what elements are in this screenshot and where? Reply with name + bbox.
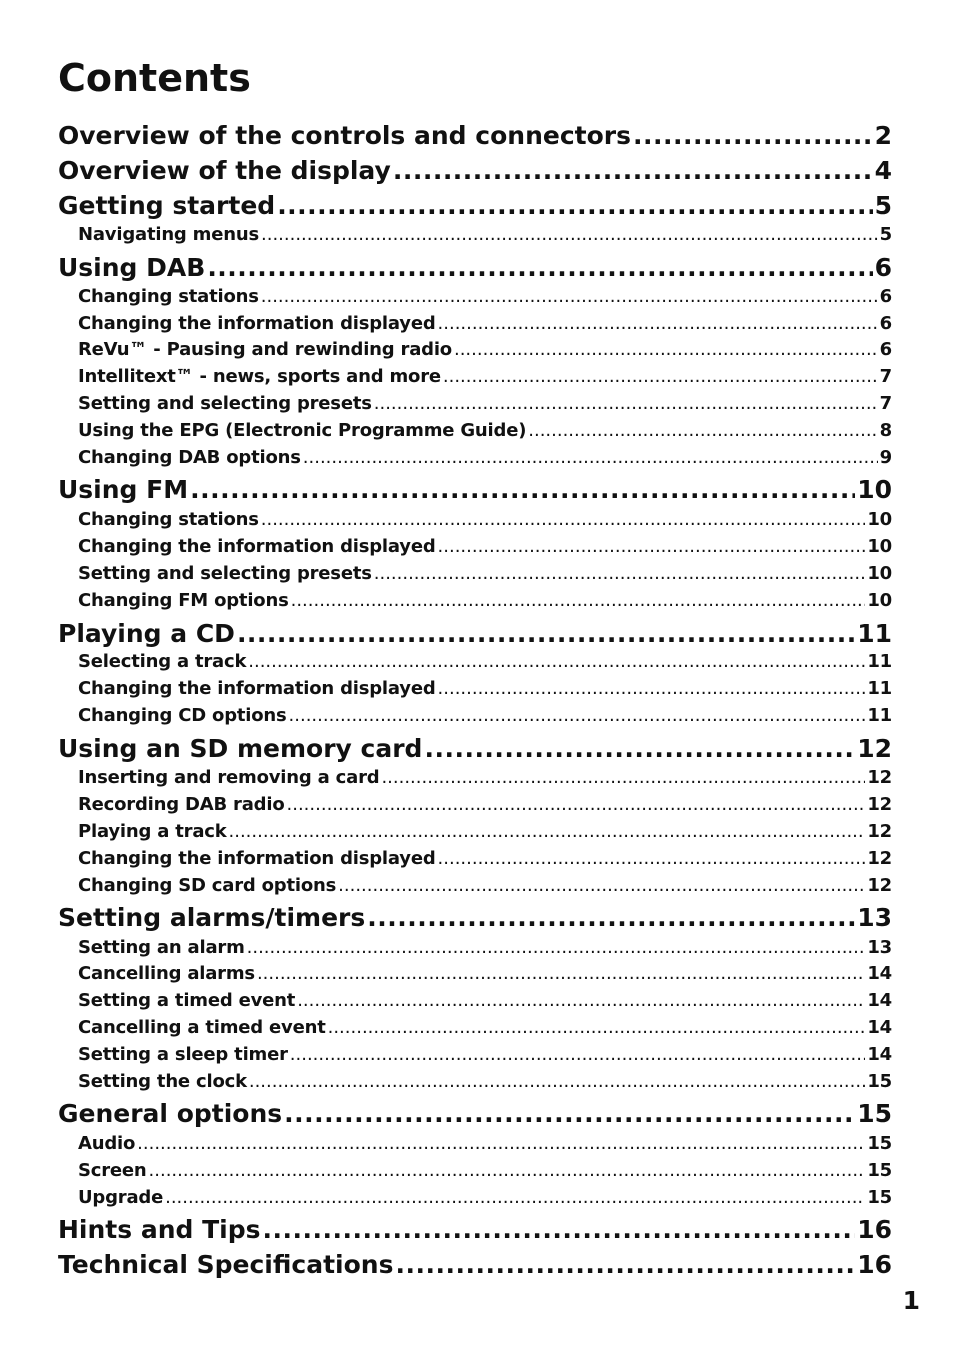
toc-section-entry xyxy=(58,120,892,152)
toc-entry-title: Changing stations xyxy=(78,286,259,307)
toc-dot-leader xyxy=(438,312,878,336)
toc-dot-leader xyxy=(438,677,866,701)
toc-dot-leader xyxy=(328,1016,866,1040)
toc-section-entry xyxy=(58,1098,892,1130)
toc-dot-leader xyxy=(424,733,855,765)
toc-entry-title: Changing SD card options xyxy=(78,875,337,896)
toc-entry-title: Playing a track xyxy=(78,821,227,842)
toc-entry-page: 6 xyxy=(879,286,892,307)
toc-entry-page: 11 xyxy=(867,678,892,699)
toc-entry-page: 10 xyxy=(867,509,892,530)
toc-dot-leader xyxy=(303,446,878,470)
toc-subsection-entry xyxy=(78,312,892,336)
toc-dot-leader xyxy=(277,190,872,222)
toc-entry-page: 14 xyxy=(867,1017,892,1038)
toc-entry-page: 15 xyxy=(867,1133,892,1154)
toc-section-entry xyxy=(58,474,892,506)
toc-subsection-entry xyxy=(78,1132,892,1156)
toc-entry-page: 10 xyxy=(867,563,892,584)
toc-subsection-entry xyxy=(78,365,892,389)
toc-entry-title: Overview of the controls and connectors xyxy=(58,121,631,150)
toc-dot-leader xyxy=(290,1043,866,1067)
toc-dot-leader xyxy=(393,155,873,187)
toc-dot-leader xyxy=(249,1070,865,1094)
toc-entry-page: 8 xyxy=(879,420,892,441)
toc-dot-leader xyxy=(338,874,865,898)
toc-dot-leader xyxy=(261,223,878,247)
toc-subsection-entry xyxy=(78,1186,892,1210)
toc-entry-page: 4 xyxy=(874,156,892,185)
toc-dot-leader xyxy=(291,589,866,613)
toc-dot-leader xyxy=(284,1098,855,1130)
toc-entry-title: Using an SD memory card xyxy=(58,734,423,763)
toc-dot-leader xyxy=(207,252,872,284)
toc-dot-leader xyxy=(237,618,855,650)
toc-entry-title: Intellitext™ - news, sports and more xyxy=(78,366,441,387)
toc-entry-page: 2 xyxy=(874,121,892,150)
toc-entry-title: Setting and selecting presets xyxy=(78,563,372,584)
toc-dot-leader xyxy=(263,1214,856,1246)
toc-entry-title: Changing the information displayed xyxy=(78,313,436,334)
toc-entry-title: Using the EPG (Electronic Programme Guide) xyxy=(78,420,527,441)
toc-entry-title: Setting and selecting presets xyxy=(78,393,372,414)
toc-section-entry xyxy=(58,252,892,284)
toc-entry-page: 11 xyxy=(867,705,892,726)
toc-entry-title: Audio xyxy=(78,1133,136,1154)
toc-dot-leader xyxy=(229,820,866,844)
toc-subsection-entry xyxy=(78,446,892,470)
toc-entry-page: 12 xyxy=(867,848,892,869)
toc-entry-page: 10 xyxy=(867,590,892,611)
toc-subsection-entry xyxy=(78,766,892,790)
toc-entry-title: Using DAB xyxy=(58,253,206,282)
toc-entry-page: 14 xyxy=(867,963,892,984)
toc-entry-page: 7 xyxy=(879,393,892,414)
toc-entry-title: Selecting a track xyxy=(78,651,247,672)
toc-entry-page: 10 xyxy=(857,475,892,504)
toc-entry-page: 10 xyxy=(867,536,892,557)
toc-subsection-entry xyxy=(78,338,892,362)
toc-entry-page: 13 xyxy=(867,937,892,958)
toc-section-entry xyxy=(58,902,892,934)
toc-entry-title: Technical Specifications xyxy=(58,1250,394,1279)
toc-entry-title: Setting a sleep timer xyxy=(78,1044,288,1065)
toc-entry-page: 11 xyxy=(857,619,892,648)
toc-entry-title: Setting alarms/timers xyxy=(58,903,366,932)
toc-subsection-entry xyxy=(78,562,892,586)
toc-entry-page: 14 xyxy=(867,1044,892,1065)
toc-entry-page: 11 xyxy=(867,651,892,672)
toc-entry-page: 6 xyxy=(874,253,892,282)
toc-dot-leader xyxy=(261,285,878,309)
toc-subsection-entry xyxy=(78,847,892,871)
toc-section-entry xyxy=(58,155,892,187)
toc-subsection-entry xyxy=(78,650,892,674)
toc-section-entry xyxy=(58,1214,892,1246)
toc-dot-leader xyxy=(297,989,865,1013)
toc-entry-title: Recording DAB radio xyxy=(78,794,285,815)
toc-entry-page: 7 xyxy=(879,366,892,387)
toc-dot-leader xyxy=(165,1186,865,1210)
toc-dot-leader xyxy=(149,1159,866,1183)
toc-entry-title: Overview of the display xyxy=(58,156,391,185)
toc-entry-title: Screen xyxy=(78,1160,147,1181)
toc-entry-title: Playing a CD xyxy=(58,619,235,648)
toc-entry-page: 5 xyxy=(879,224,892,245)
toc-entry-page: 15 xyxy=(857,1099,892,1128)
toc-entry-page: 15 xyxy=(867,1160,892,1181)
toc-entry-title: Changing the information displayed xyxy=(78,536,436,557)
toc-subsection-entry xyxy=(78,223,892,247)
page-number: 1 xyxy=(902,1286,920,1315)
toc-subsection-entry xyxy=(78,392,892,416)
toc-dot-leader xyxy=(438,847,866,871)
toc-entry-title: Upgrade xyxy=(78,1187,164,1208)
toc-subsection-entry xyxy=(78,677,892,701)
toc-entry-page: 14 xyxy=(867,990,892,1011)
toc-entry-title: Setting the clock xyxy=(78,1071,247,1092)
toc-entry-title: Changing the information displayed xyxy=(78,678,436,699)
toc-entry-title: Inserting and removing a card xyxy=(78,767,380,788)
toc-entry-page: 15 xyxy=(867,1187,892,1208)
toc-entry-page: 12 xyxy=(867,821,892,842)
toc-entry-page: 12 xyxy=(867,767,892,788)
toc-dot-leader xyxy=(528,419,877,443)
toc-dot-leader xyxy=(374,562,866,586)
toc-dot-leader xyxy=(257,962,865,986)
toc-section-entry xyxy=(58,190,892,222)
toc-entry-page: 6 xyxy=(879,339,892,360)
toc-dot-leader xyxy=(443,365,878,389)
toc-subsection-entry xyxy=(78,1159,892,1183)
toc-subsection-entry xyxy=(78,1070,892,1094)
toc-dot-leader xyxy=(190,474,855,506)
toc-subsection-entry xyxy=(78,793,892,817)
toc-entry-title: Setting a timed event xyxy=(78,990,296,1011)
toc-dot-leader xyxy=(381,766,865,790)
toc-entry-title: Navigating menus xyxy=(78,224,259,245)
toc-dot-leader xyxy=(438,535,866,559)
toc-entry-title: Cancelling alarms xyxy=(78,963,255,984)
toc-dot-leader xyxy=(287,793,866,817)
toc-entry-page: 12 xyxy=(867,875,892,896)
toc-subsection-entry xyxy=(78,285,892,309)
toc-subsection-entry xyxy=(78,419,892,443)
toc-subsection-entry xyxy=(78,989,892,1013)
toc-entry-title: ReVu™ - Pausing and rewinding radio xyxy=(78,339,452,360)
toc-dot-leader xyxy=(248,650,865,674)
toc-subsection-entry xyxy=(78,820,892,844)
toc-entry-title: Hints and Tips xyxy=(58,1215,261,1244)
toc-subsection-entry xyxy=(78,589,892,613)
toc-entry-page: 16 xyxy=(857,1250,892,1279)
toc-section-entry xyxy=(58,733,892,765)
toc-entry-title: General options xyxy=(58,1099,283,1128)
toc-entry-page: 16 xyxy=(857,1215,892,1244)
toc-entry-title: Getting started xyxy=(58,191,276,220)
toc-entry-page: 15 xyxy=(867,1071,892,1092)
toc-subsection-entry xyxy=(78,535,892,559)
toc-dot-leader xyxy=(137,1132,865,1156)
toc-dot-leader xyxy=(633,120,873,152)
toc-dot-leader xyxy=(367,902,855,934)
toc-entry-title: Changing CD options xyxy=(78,705,287,726)
toc-section-entry xyxy=(58,1249,892,1281)
toc-entry-page: 5 xyxy=(874,191,892,220)
toc-subsection-entry xyxy=(78,704,892,728)
page-title: Contents xyxy=(58,56,251,100)
toc-dot-leader xyxy=(395,1249,855,1281)
toc-entry-title: Changing stations xyxy=(78,509,259,530)
toc-entry-title: Changing DAB options xyxy=(78,447,301,468)
toc-subsection-entry xyxy=(78,874,892,898)
toc-entry-title: Changing FM options xyxy=(78,590,289,611)
toc-entry-title: Cancelling a timed event xyxy=(78,1017,326,1038)
toc-subsection-entry xyxy=(78,962,892,986)
toc-entry-title: Changing the information displayed xyxy=(78,848,436,869)
toc-subsection-entry xyxy=(78,1043,892,1067)
toc-entry-title: Setting an alarm xyxy=(78,937,245,958)
toc-dot-leader xyxy=(374,392,878,416)
toc-entry-page: 6 xyxy=(879,313,892,334)
toc-entry-page: 12 xyxy=(867,794,892,815)
toc-dot-leader xyxy=(261,508,866,532)
toc-subsection-entry xyxy=(78,508,892,532)
toc-subsection-entry xyxy=(78,1016,892,1040)
toc-subsection-entry xyxy=(78,936,892,960)
toc-entry-page: 13 xyxy=(857,903,892,932)
toc-entry-title: Using FM xyxy=(58,475,189,504)
toc-entry-page: 9 xyxy=(879,447,892,468)
toc-dot-leader xyxy=(289,704,866,728)
toc-dot-leader xyxy=(247,936,866,960)
toc-dot-leader xyxy=(454,338,878,362)
toc-entry-page: 12 xyxy=(857,734,892,763)
toc-section-entry xyxy=(58,618,892,650)
